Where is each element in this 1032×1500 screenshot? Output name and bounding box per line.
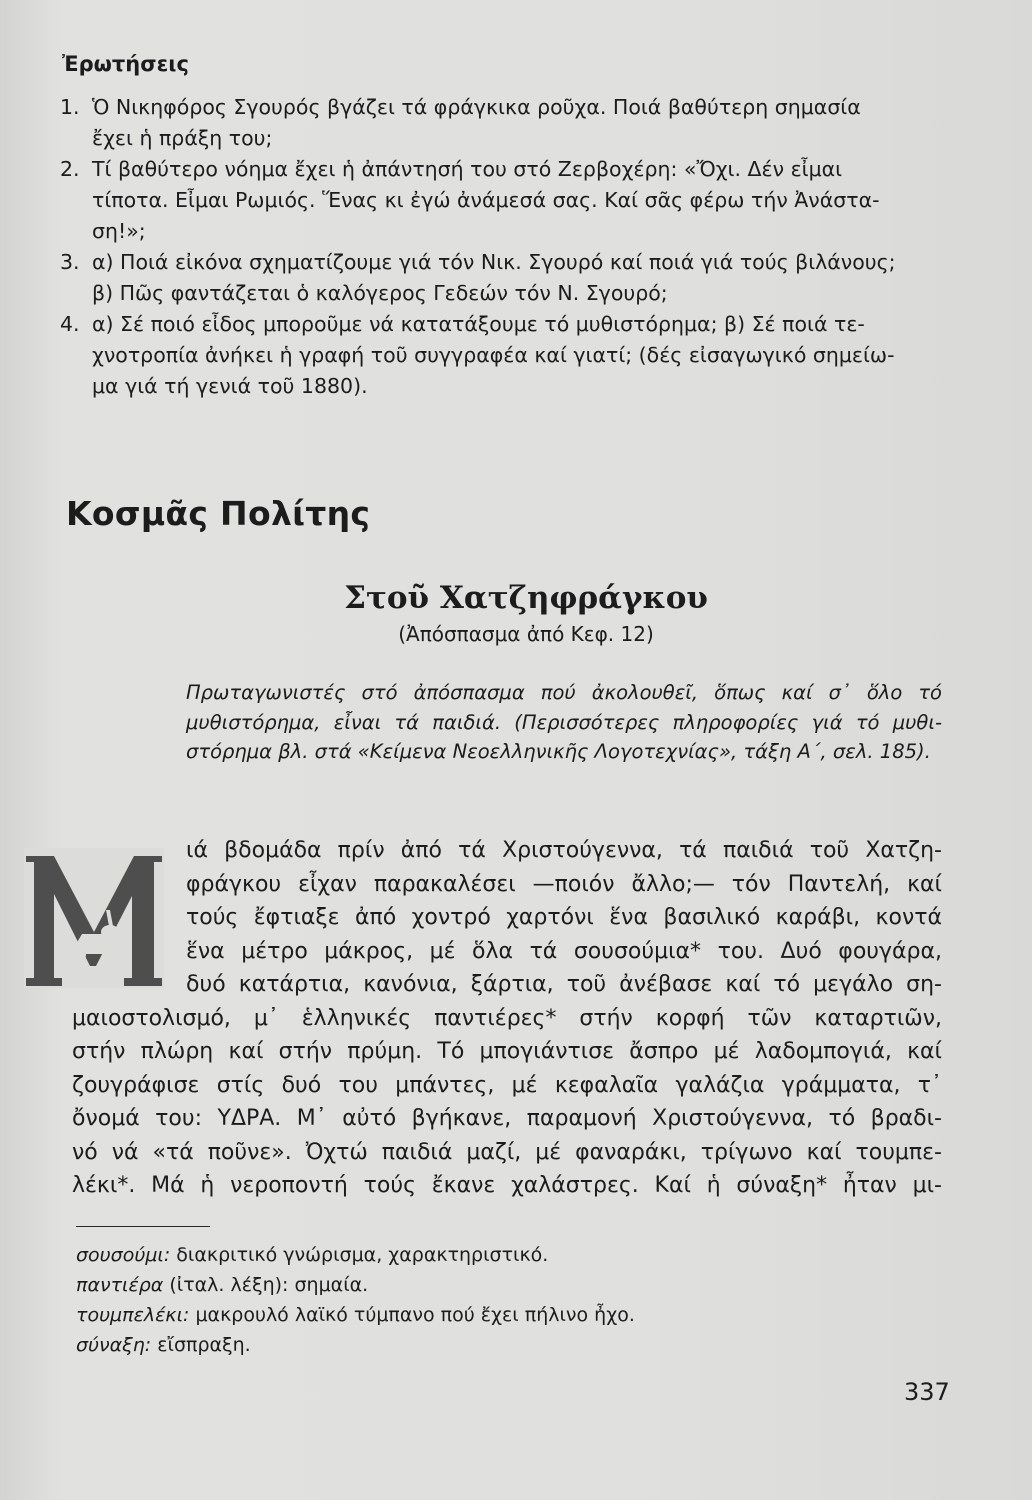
intro-line: 185). [879, 740, 931, 763]
footnote-definition: εἴσπραξη. [157, 1334, 251, 1356]
footnote [76, 1240, 936, 1270]
intro-line: Πρωταγωνιστές στό ἀπόσπασμα πού ἀκολουθεῖ, ὅπως καί σ᾽ ὅλο τό [186, 681, 942, 704]
question-number: 4. [60, 312, 80, 336]
footnotes [76, 1240, 936, 1360]
chapter-subtitle: (Ἀπόσπασμα ἀπό Κεφ. 12) [398, 622, 654, 646]
body-line: στήν πλώρη καί στήν πρύμη. Τό μπογιάντισε ἄσπρο μέ λαδομπογιά, καί [72, 1039, 942, 1064]
question-item [60, 247, 940, 309]
author-heading: Κοσμᾶς Πολίτης [66, 494, 371, 533]
question-number: 2. [60, 157, 80, 181]
body-line: ιά βδομάδα πρίν ἀπό τά Χριστούγεννα, τά παιδιά τοῦ Χατζη- [186, 838, 942, 863]
questions-heading: Ἐρωτήσεις [62, 52, 189, 76]
question-line: Ὁ Νικηφόρος Σγουρός βγάζει τά φράγκικα ροῦχα. Ποιά βαθύτερη σημασία [92, 95, 861, 119]
body-line: λέκι*. Μά ἡ νεροποντή τούς ἔκανε χαλάστρες. Καί ἡ σύναξη* ἦταν μι- [72, 1173, 942, 1198]
intro-line: στόρημα βλ. στά «Κείμενα Νεοελληνικῆς Λογοτεχνίας», τάξη Α΄, σελ. [186, 740, 874, 763]
question-line: ση!»; [92, 219, 146, 243]
intro-line: μυθιστόρημα, εἶναι τά παιδιά. (Περισσότερες πληροφορίες γιά τό μυθι- [186, 710, 942, 734]
body-line: ἕνα μέτρο μάκρος, μέ ὅλα τά σουσούμια* του. Δυό φουγάρα, [186, 938, 942, 964]
question-line: α) Σέ ποιό εἶδος μποροῦμε νά κατατάξουμε τό μυθιστόρημα; β) Σέ ποιά τε- [92, 312, 865, 336]
footnote [76, 1330, 936, 1360]
question-line: α) Ποιά εἰκόνα σχηματίζουμε γιά τόν Νικ. Σγουρό καί ποιά γιά τούς βιλάνους; [92, 250, 896, 274]
question-number: 1. [60, 95, 80, 119]
footnote-term: παντιέρα [76, 1274, 164, 1296]
body-line: φράγκου εἶχαν παρακαλέσει —ποιόν ἄλλο;— τόν Παντελή, καί [186, 871, 942, 897]
body-line: νό νά «τά ποῦνε». Ὀχτώ παιδιά μαζί, μέ φαναράκι, τρίγωνο καί τουμπε- [72, 1139, 942, 1165]
question-line: μα γιά τή γενιά τοῦ 1880). [92, 374, 368, 398]
question-line: χνοτροπία ἀνήκει ἡ γραφή τοῦ συγγραφέα καί γιατί; (δές εἰσαγωγικό σημείω- [92, 343, 895, 367]
footnote [76, 1270, 936, 1300]
questions-list [60, 92, 940, 402]
footnote-term: σύναξη: [76, 1334, 152, 1356]
body-line: τούς ἔφτιαξε ἀπό χοντρό χαρτόνι ἕνα βασιλικό καράβι, κοντά [186, 905, 942, 930]
question-item [60, 309, 940, 402]
question-number: 3. [60, 250, 80, 274]
footnote-definition: διακριτικό γνώρισμα, χαρακτηριστικό. [176, 1244, 549, 1266]
footnote-term: τουμπελέκι: [76, 1304, 190, 1326]
footnote-term: σουσούμι: [76, 1244, 171, 1266]
chapter-title: Στοῦ Χατζηφράγκου [344, 580, 708, 616]
question-item [60, 154, 940, 247]
footnote-divider [76, 1226, 210, 1227]
question-line: Τί βαθύτερο νόημα ἔχει ἡ ἀπάντησή του στό Ζερβοχέρη: «Ὄχι. Δέν εἶμαι [92, 157, 843, 181]
question-line: β) Πῶς φαντάζεται ὁ καλόγερος Γεδεών τόν Ν. Σγουρό; [92, 281, 668, 305]
question-line: τίποτα. Εἶμαι Ρωμιός. Ἕνας κι ἐγώ ἀνάμεσά σας. Καί σᾶς φέρω τήν Ἀνάστα- [92, 188, 880, 212]
question-item [60, 92, 940, 154]
footnote-definition: μακρουλό λαϊκό τύμπανο πού ἔχει πήλινο ἦχο. [195, 1304, 635, 1326]
body-line: δυό κατάρτια, κανόνια, ξάρτια, τοῦ ἀνέβασε καί τό μεγάλο ση- [186, 972, 942, 997]
page-number: 337 [904, 1378, 950, 1406]
body-line: μαιοστολισμό, μ᾽ ἑλληνικές παντιέρες* στήν κορφή τῶν καταρτιῶν, [72, 1005, 942, 1031]
intro-paragraph [186, 678, 942, 767]
footnote [76, 1300, 936, 1330]
body-text [72, 834, 942, 1203]
footnote-definition: (ἰταλ. λέξη): σημαία. [169, 1274, 369, 1296]
question-line: ἔχει ἡ πράξη του; [92, 126, 273, 150]
body-line: ὄνομά του: ΥΔΡΑ. Μ᾽ αὐτό βγήκανε, παραμονή Χριστούγεννα, τό βραδι- [72, 1106, 942, 1131]
body-line: ζουγράφισε στίς δυό του μπάντες, μέ κεφαλαῖα γαλάζια γράμματα, τ᾽ [72, 1072, 942, 1098]
